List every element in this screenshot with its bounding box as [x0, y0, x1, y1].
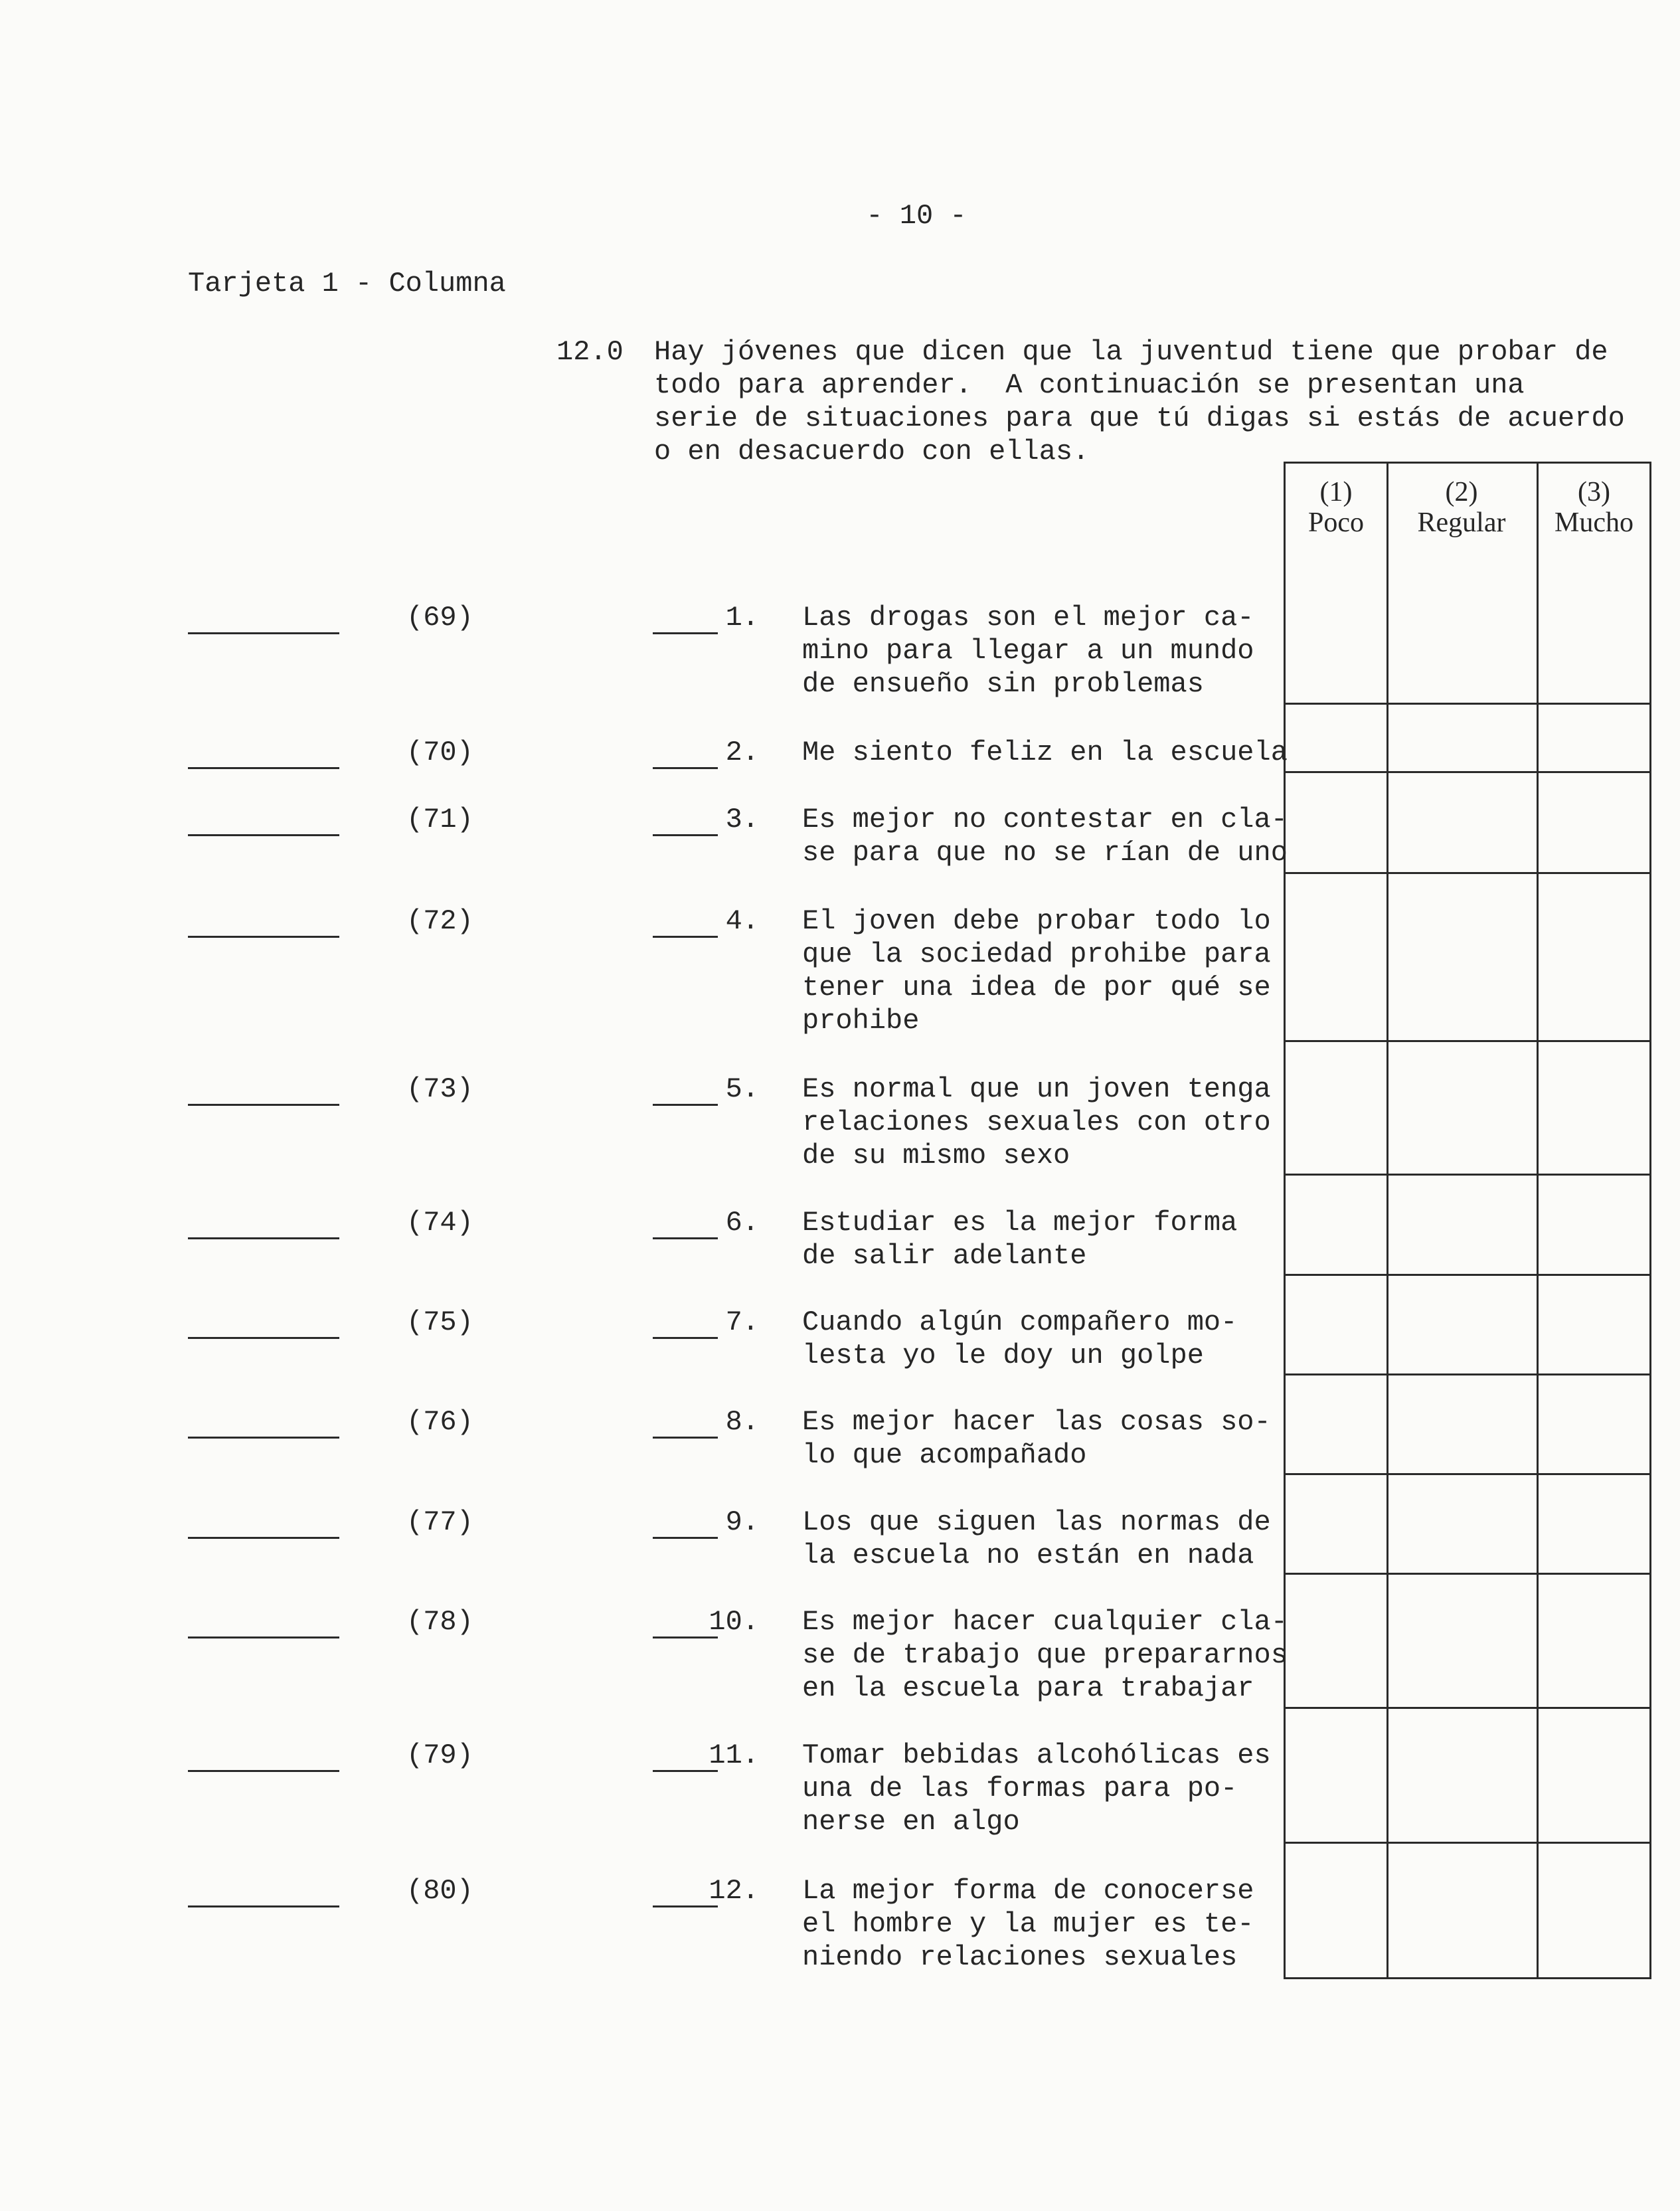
- scale-column-poco: [1286, 477, 1386, 538]
- item-text: Estudiar es la mejor forma de salir adelante: [802, 1207, 1238, 1272]
- column-code: (71): [406, 804, 473, 836]
- grid-row-line: [1286, 1707, 1649, 1709]
- scale-label: Regular: [1417, 507, 1506, 538]
- page-number: - 10 -: [866, 200, 967, 232]
- grid-row-line: [1286, 872, 1649, 874]
- item-row: [0, 1405, 1288, 1471]
- item-row: [0, 601, 1288, 700]
- grid-divider: [1537, 464, 1539, 1977]
- card-column-header: Tarjeta 1 - Columna: [188, 268, 506, 300]
- coding-blank[interactable]: [188, 632, 339, 634]
- item-text: La mejor forma de conocerse el hombre y la mujer es te- niendo relaciones sexuales: [802, 1875, 1254, 1973]
- scale-column-regular: [1386, 477, 1537, 538]
- item-row: [0, 1506, 1288, 1571]
- coding-blank[interactable]: [188, 1237, 339, 1239]
- column-code: (79): [406, 1739, 473, 1771]
- scale-code: (2): [1445, 477, 1478, 507]
- item-row: [0, 1739, 1288, 1838]
- item-number: 2.: [725, 737, 759, 768]
- grid-row-line: [1286, 703, 1649, 705]
- item-row: [0, 905, 1288, 1037]
- scale-column-mucho: [1537, 477, 1651, 538]
- item-row: [0, 803, 1288, 869]
- item-number: 10.: [709, 1606, 759, 1638]
- item-number: 9.: [725, 1506, 759, 1538]
- grid-row-line: [1286, 1473, 1649, 1475]
- coding-blank[interactable]: [188, 1437, 339, 1439]
- column-code: (76): [406, 1406, 473, 1438]
- response-grid: [1284, 462, 1651, 1979]
- column-code: (78): [406, 1606, 473, 1638]
- scale-code: (1): [1319, 477, 1353, 507]
- question-number: 12.0: [556, 336, 624, 368]
- column-code: (69): [406, 602, 473, 634]
- grid-row-line: [1286, 1274, 1649, 1276]
- item-number: 12.: [709, 1875, 759, 1907]
- grid-row-line: [1286, 771, 1649, 773]
- item-number: 7.: [725, 1306, 759, 1338]
- column-code: (80): [406, 1875, 473, 1907]
- grid-row-line: [1286, 1573, 1649, 1575]
- coding-blank[interactable]: [188, 936, 339, 938]
- grid-row-line: [1286, 1373, 1649, 1375]
- item-text: El joven debe probar todo lo que la sociedad prohibe para tener una idea de por qué se prohibe: [802, 905, 1271, 1037]
- item-text: Los que siguen las normas de la escuela no están en nada: [802, 1506, 1271, 1571]
- column-code: (75): [406, 1306, 473, 1338]
- coding-blank[interactable]: [188, 767, 339, 769]
- item-text: Tomar bebidas alcohólicas es una de las formas para po- nerse en algo: [802, 1739, 1271, 1838]
- item-number: 6.: [725, 1207, 759, 1239]
- item-text: Es mejor hacer cualquier cla- se de trabajo que prepararnos en la escuela para trabajar: [802, 1606, 1288, 1704]
- item-row: [0, 1874, 1288, 1973]
- coding-blank[interactable]: [188, 1636, 339, 1638]
- item-number: 5.: [725, 1073, 759, 1105]
- grid-row-line: [1286, 1174, 1649, 1176]
- scale-label: Poco: [1308, 507, 1364, 538]
- column-code: (73): [406, 1073, 473, 1105]
- grid-divider: [1386, 464, 1388, 1977]
- grid-row-line: [1286, 1842, 1649, 1844]
- item-text: Es normal que un joven tenga relaciones sexuales con otro de su mismo sexo: [802, 1073, 1271, 1172]
- item-text: Cuando algún compañero mo- lesta yo le doy un golpe: [802, 1306, 1238, 1371]
- coding-blank[interactable]: [188, 1537, 339, 1539]
- item-text: Es mejor hacer las cosas so- lo que acompañado: [802, 1406, 1271, 1471]
- item-number: 8.: [725, 1406, 759, 1438]
- coding-blank[interactable]: [188, 1905, 339, 1907]
- grid-row-line: [1286, 1040, 1649, 1042]
- coding-blank[interactable]: [188, 1104, 339, 1106]
- item-row: [0, 1206, 1288, 1272]
- item-text: Las drogas son el mejor ca- mino para llegar a un mundo de ensueño sin problemas: [802, 602, 1254, 700]
- question-text: Hay jóvenes que dicen que la juventud tiene que probar de todo para aprender. A continuación se presentan una serie de situaciones para que tú digas si estás de acuerdo o en desacuerdo con ellas.: [654, 336, 1625, 468]
- item-row: [0, 1306, 1288, 1371]
- coding-blank[interactable]: [188, 1337, 339, 1339]
- item-row: [0, 1073, 1288, 1172]
- column-code: (74): [406, 1207, 473, 1239]
- item-text: Es mejor no contestar en cla- se para que no se rían de uno: [802, 804, 1288, 869]
- column-code: (70): [406, 737, 473, 768]
- coding-blank[interactable]: [188, 834, 339, 836]
- scale-label: Mucho: [1554, 507, 1634, 538]
- coding-blank[interactable]: [188, 1770, 339, 1772]
- item-text: Me siento feliz en la escuela: [802, 737, 1288, 768]
- column-code: (72): [406, 905, 473, 937]
- item-number: 4.: [725, 905, 759, 937]
- item-number: 3.: [725, 804, 759, 836]
- item-number: 11.: [709, 1739, 759, 1771]
- item-number: 1.: [725, 602, 759, 634]
- scale-code: (3): [1578, 477, 1610, 507]
- item-row: [0, 736, 1288, 768]
- column-code: (77): [406, 1506, 473, 1538]
- item-row: [0, 1605, 1288, 1704]
